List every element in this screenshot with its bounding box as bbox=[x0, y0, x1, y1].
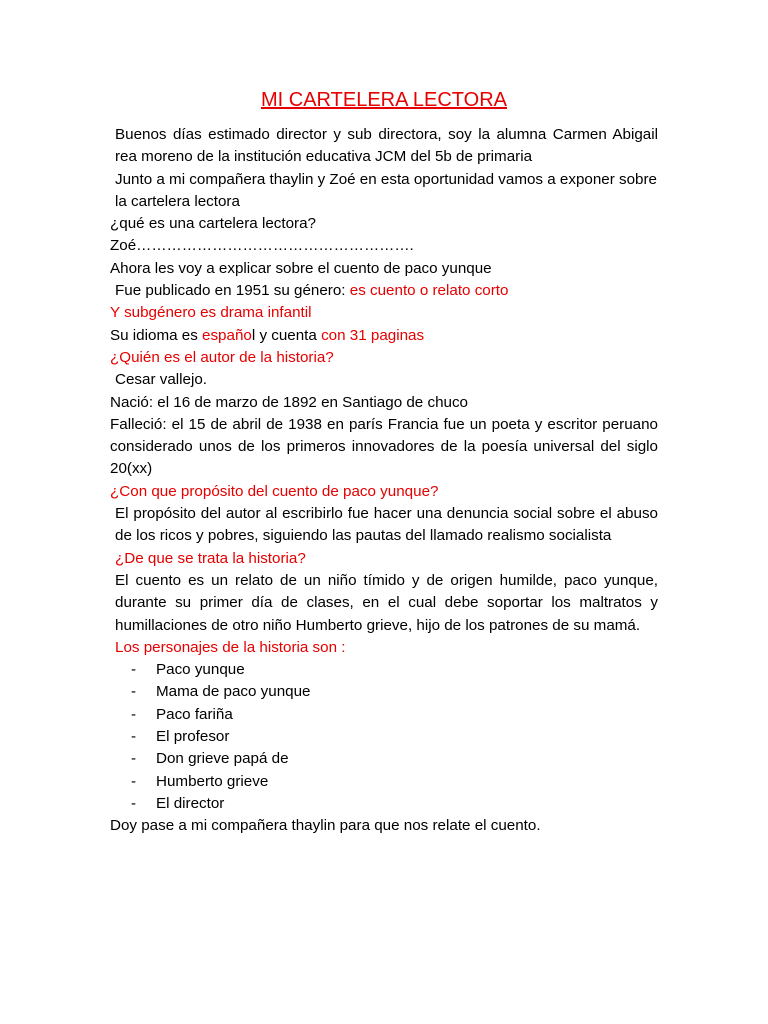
character-name: Don grieve papá de bbox=[156, 750, 289, 768]
list-dash: - bbox=[131, 661, 137, 679]
question-purpose: ¿Con que propósito del cuento de paco yunque? bbox=[110, 482, 439, 500]
language-prefix: Su idioma es bbox=[110, 326, 203, 344]
list-dash: - bbox=[131, 705, 137, 723]
explain-line: Ahora les voy a explicar sobre el cuento de paco yunque bbox=[110, 259, 492, 277]
closing-line: Doy pase a mi compañera thaylin para que nos relate el cuento. bbox=[110, 817, 541, 835]
character-name: Mama de paco yunque bbox=[156, 683, 311, 701]
question-author: ¿Quién es el autor de la historia? bbox=[110, 348, 334, 366]
author-name: Cesar vallejo. bbox=[115, 371, 208, 389]
birth-line: Nació: el 16 de marzo de 1892 en Santiago de chuco bbox=[110, 393, 468, 411]
list-item bbox=[110, 704, 658, 726]
intro-paragraph: Junto a mi compañera thaylin y Zoé en esta oportunidad vamos a exponer sobre la cartelera lectora bbox=[115, 170, 658, 210]
list-dash: - bbox=[131, 683, 137, 701]
character-name: El director bbox=[156, 794, 225, 812]
purpose-paragraph: El propósito del autor al escribirlo fue hacer una denuncia social sobre el abuso de los ricos y pobres, siguiendo las pautas del llamado realismo socialista bbox=[115, 505, 658, 545]
list-item bbox=[110, 726, 658, 748]
list-dash: - bbox=[131, 772, 137, 790]
language-middle: l y cuenta bbox=[251, 326, 322, 344]
list-item bbox=[110, 771, 658, 793]
document-title: MI CARTELERA LECTORA bbox=[261, 89, 507, 111]
character-name: Paco fariña bbox=[156, 705, 233, 723]
character-name: Paco yunque bbox=[156, 661, 245, 679]
list-item bbox=[110, 659, 658, 681]
language-line bbox=[110, 325, 658, 347]
zoe-line: Zoé………………………………………………. bbox=[110, 237, 414, 255]
publication-text: Fue publicado en 1951 su género: bbox=[115, 282, 350, 300]
list-dash: - bbox=[131, 750, 137, 768]
list-item bbox=[110, 681, 658, 703]
character-name: Humberto grieve bbox=[156, 772, 269, 790]
pages-value: con 31 paginas bbox=[321, 326, 425, 344]
question-characters: Los personajes de la historia son : bbox=[115, 638, 346, 656]
genre-text: es cuento o relato corto bbox=[349, 282, 509, 300]
publication-line bbox=[110, 280, 658, 302]
story-paragraph: El cuento es un relato de un niño tímido y de origen humilde, paco yunque, durante su primer día de clases, en el cual debe soportar los maltratos y humillaciones de otro niño Humberto grieve, hijo de los patrones de su mamá. bbox=[115, 571, 658, 634]
death-paragraph: Falleció: el 15 de abril de 1938 en parís Francia fue un poeta y escritor peruano considerado unos de los primeros innovadores de la poesía universal del siglo 20(xx) bbox=[110, 415, 658, 478]
list-dash: - bbox=[131, 794, 137, 812]
document-body bbox=[110, 124, 658, 838]
language-value: españo bbox=[202, 326, 252, 344]
question-what-is-cartelera: ¿qué es una cartelera lectora? bbox=[110, 215, 316, 233]
list-item bbox=[110, 793, 658, 815]
subgenre-line: Y subgénero es drama infantil bbox=[110, 304, 312, 322]
characters-list bbox=[110, 659, 658, 815]
greeting-paragraph: Buenos días estimado director y sub directora, soy la alumna Carmen Abigail rea moreno de la institución educativa JCM del 5b de primaria bbox=[115, 126, 658, 166]
list-item bbox=[110, 748, 658, 770]
question-story: ¿De que se trata la historia? bbox=[115, 549, 306, 567]
list-dash: - bbox=[131, 728, 137, 746]
character-name: El profesor bbox=[156, 728, 230, 746]
